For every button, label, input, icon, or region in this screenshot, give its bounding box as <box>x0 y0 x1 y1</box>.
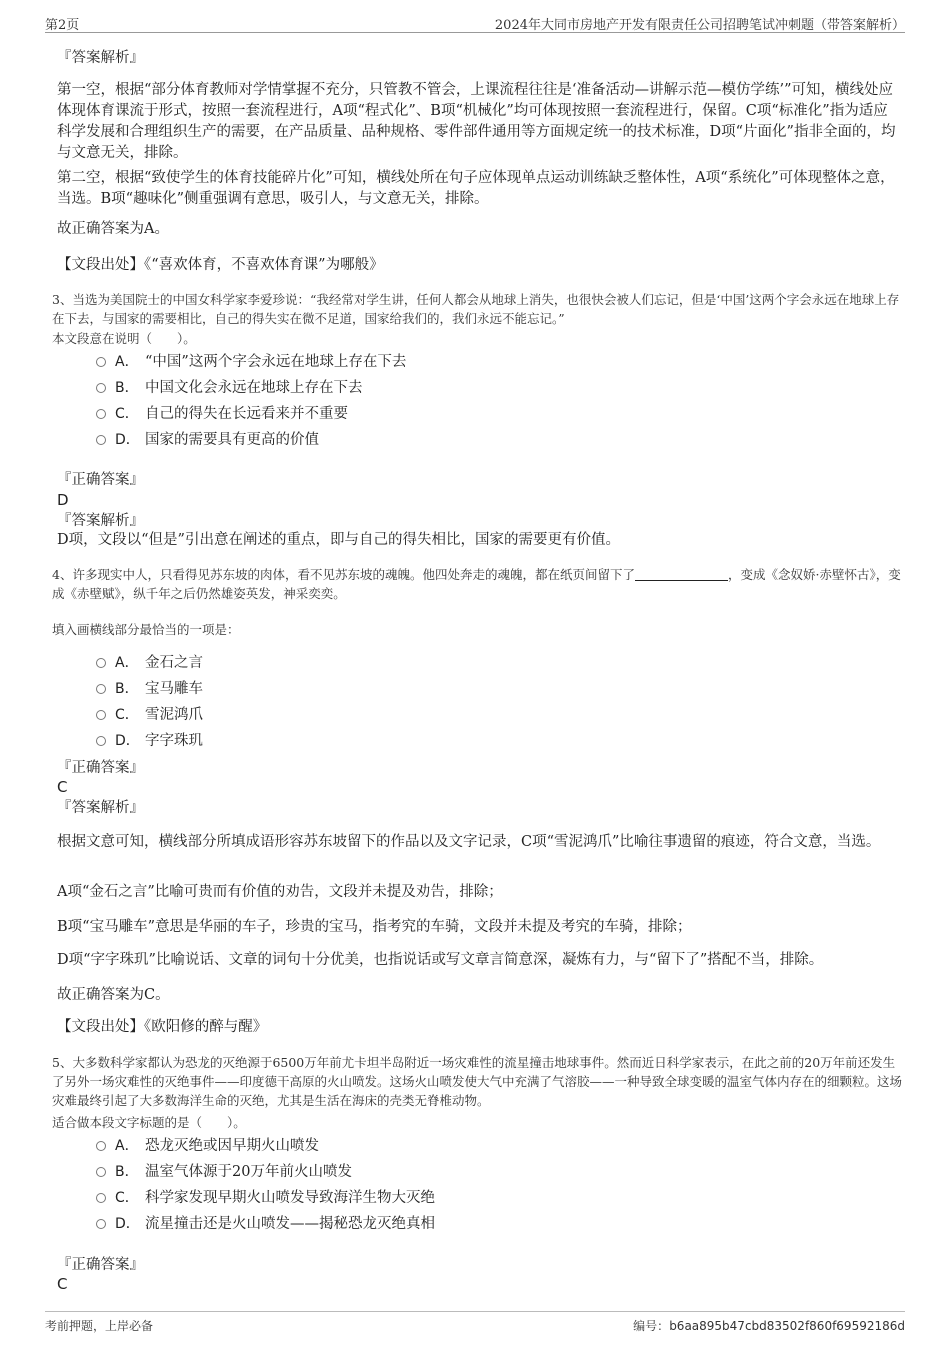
q3-analysis: D项，文段以“但是”引出意在阐述的重点，即与自己的得失相比，国家的需要更有价值。 <box>57 532 620 548</box>
footer-slogan: 考前押题，上岸必备 <box>45 1319 154 1333</box>
q4-analysis-paragraph-4: D项“字字珠玑”比喻说话、文章的词句十分优美，也指说话或写文章言简意深，凝炼有力，与“留下了”搭配不当，排除。 <box>57 952 824 968</box>
q2-analysis-paragraph-2: 第二空，根据“致使学生的体育技能碎片化”可知，横线处所在句子应体现单点运动训练缺乏整体性，A项“系统化”可体现整体之意，当选。B项“趣味化”侧重强调有意思，吸引人，与文意无关，排除。 <box>57 170 895 207</box>
page-footer <box>45 1311 905 1336</box>
q2-conclusion: 故正确答案为A。 <box>57 221 169 237</box>
q2-source: 【文段出处】《“喜欢体育，不喜欢体育课”为哪般》 <box>57 257 384 273</box>
q4-ask: 填入画横线部分最恰当的一项是： <box>52 622 240 637</box>
q4-option-a[interactable]: A． 金石之言 <box>96 652 203 674</box>
radio-button[interactable] <box>96 435 106 445</box>
document-title: 2024年大同市房地产开发有限责任公司招聘笔试冲刺题（带答案解析） <box>494 18 905 33</box>
q3-option-a[interactable]: A． “中国”这两个字会永远在地球上存在下去 <box>96 351 406 373</box>
q3-analysis-label: 『答案解析』 <box>57 513 144 529</box>
q3-answer: D <box>57 491 69 509</box>
q3-option-b[interactable]: B． 中国文化会永远在地球上存在下去 <box>96 377 363 399</box>
q4-analysis-paragraph-3: B项“宝马雕车”意思是华丽的车子，珍贵的宝马，指考究的车骑，文段并未提及考究的车骑，排除； <box>57 919 692 935</box>
q5-stem: 5、大多数科学家都认为恐龙的灭绝源于6500万年前尤卡坦半岛附近一场灾难性的流星撞击地球事件。然而近日科学家表示，在此之前的20万年前还发生了另外一场灾难性的灭绝事件——印度德干高原的火山喷发。这场火山喷发使大气中充满了气溶胶——一种导致全球变暖的温室气体内存在的细颗粒。这场灾难最终引起了大多数海洋生命的灭绝，尤其是生活在海床的壳类无脊椎动物。 <box>52 1055 903 1108</box>
document-code: 编号：b6aa895b47cbd83502f860f69592186d <box>633 1319 905 1333</box>
radio-button[interactable] <box>96 1167 106 1177</box>
q4-option-b[interactable]: B． 宝马雕车 <box>96 678 203 700</box>
q4-option-d[interactable]: D． 字字珠玑 <box>96 730 203 752</box>
q4-option-c[interactable]: C． 雪泥鸿爪 <box>96 704 203 726</box>
radio-button[interactable] <box>96 1193 106 1203</box>
q5-option-c[interactable]: C． 科学家发现早期火山喷发导致海洋生物大灭绝 <box>96 1187 435 1209</box>
q4-answer: C <box>57 778 68 796</box>
page-header <box>45 10 905 33</box>
q4-analysis-paragraph-2: A项“金石之言”比喻可贵而有价值的劝告，文段并未提及劝告，排除； <box>57 884 503 900</box>
q4-conclusion: 故正确答案为C。 <box>57 987 170 1003</box>
radio-button[interactable] <box>96 1141 106 1151</box>
q5-option-b[interactable]: B． 温室气体源于20万年前火山喷发 <box>96 1161 352 1183</box>
q5-answer-label: 『正确答案』 <box>57 1257 144 1273</box>
page-number: 第2页 <box>45 18 80 33</box>
q4-answer-label: 『正确答案』 <box>57 760 144 776</box>
q4-source: 【文段出处】《欧阳修的醉与醒》 <box>57 1019 268 1035</box>
q3-stem: 3、当选为美国院士的中国女科学家李爱珍说：“我经常对学生讲，任何人都会从地球上消失，也很快会被人们忘记，但是‘中国’这两个字会永远在地球上存在下去，与国家的需要相比，自己的得失实在微不足道，国家给我们的，我们永远不能忘记。” <box>52 292 900 326</box>
radio-button[interactable] <box>96 409 106 419</box>
radio-button[interactable] <box>96 658 106 668</box>
q5-option-d[interactable]: D． 流星撞击还是火山喷发——揭秘恐龙灭绝真相 <box>96 1213 435 1235</box>
q4-analysis-paragraph-1: 根据文意可知，横线部分所填成语形容苏东坡留下的作品以及文字记录，C项“雪泥鸿爪”比喻往事遗留的痕迹，符合文意，当选。 <box>57 834 881 850</box>
q3-option-c[interactable]: C． 自己的得失在长远看来并不重要 <box>96 403 348 425</box>
radio-button[interactable] <box>96 383 106 393</box>
q2-analysis-paragraph-1: 第一空，根据“部分体育教师对学情掌握不充分，只管教不管会，上课流程往往是‘准备活动—讲解示范—模仿学练’”可知，横线处应体现体育课流于形式，按照一套流程进行，A项“程式化”、B项“机械化”均可体现按照一套流程进行，保留。C项“标准化”指为适应科学发展和合理组织生产的需要，在产品质量、品种规格、零件部件通用等方面规定统一的技术标准，D项“片面化”指非全面的，均与文意无关，排除。 <box>57 82 896 161</box>
q5-option-a[interactable]: A． 恐龙灭绝或因早期火山喷发 <box>96 1135 319 1157</box>
q2-analysis-label: 『答案解析』 <box>57 50 144 66</box>
fill-in-blank <box>635 567 728 581</box>
radio-button[interactable] <box>96 1219 106 1229</box>
radio-button[interactable] <box>96 357 106 367</box>
radio-button[interactable] <box>96 736 106 746</box>
radio-button[interactable] <box>96 710 106 720</box>
q5-ask: 适合做本段文字标题的是（ ）。 <box>52 1115 246 1130</box>
radio-button[interactable] <box>96 684 106 694</box>
q4-stem: 4、许多现实中人，只看得见苏东坡的肉体，看不见苏东坡的魂魄。他四处奔走的魂魄，都在纸页间留下了 ，变成《念奴娇·赤壁怀古》，变成《赤壁赋》，纵千年之后仍然雄姿英发，神采奕奕。 <box>52 567 901 601</box>
q3-option-d[interactable]: D． 国家的需要具有更高的价值 <box>96 429 319 451</box>
q3-ask: 本文段意在说明（ ）。 <box>52 331 196 346</box>
q5-answer: C <box>57 1275 68 1293</box>
q3-answer-label: 『正确答案』 <box>57 472 144 488</box>
q4-analysis-label: 『答案解析』 <box>57 800 144 816</box>
